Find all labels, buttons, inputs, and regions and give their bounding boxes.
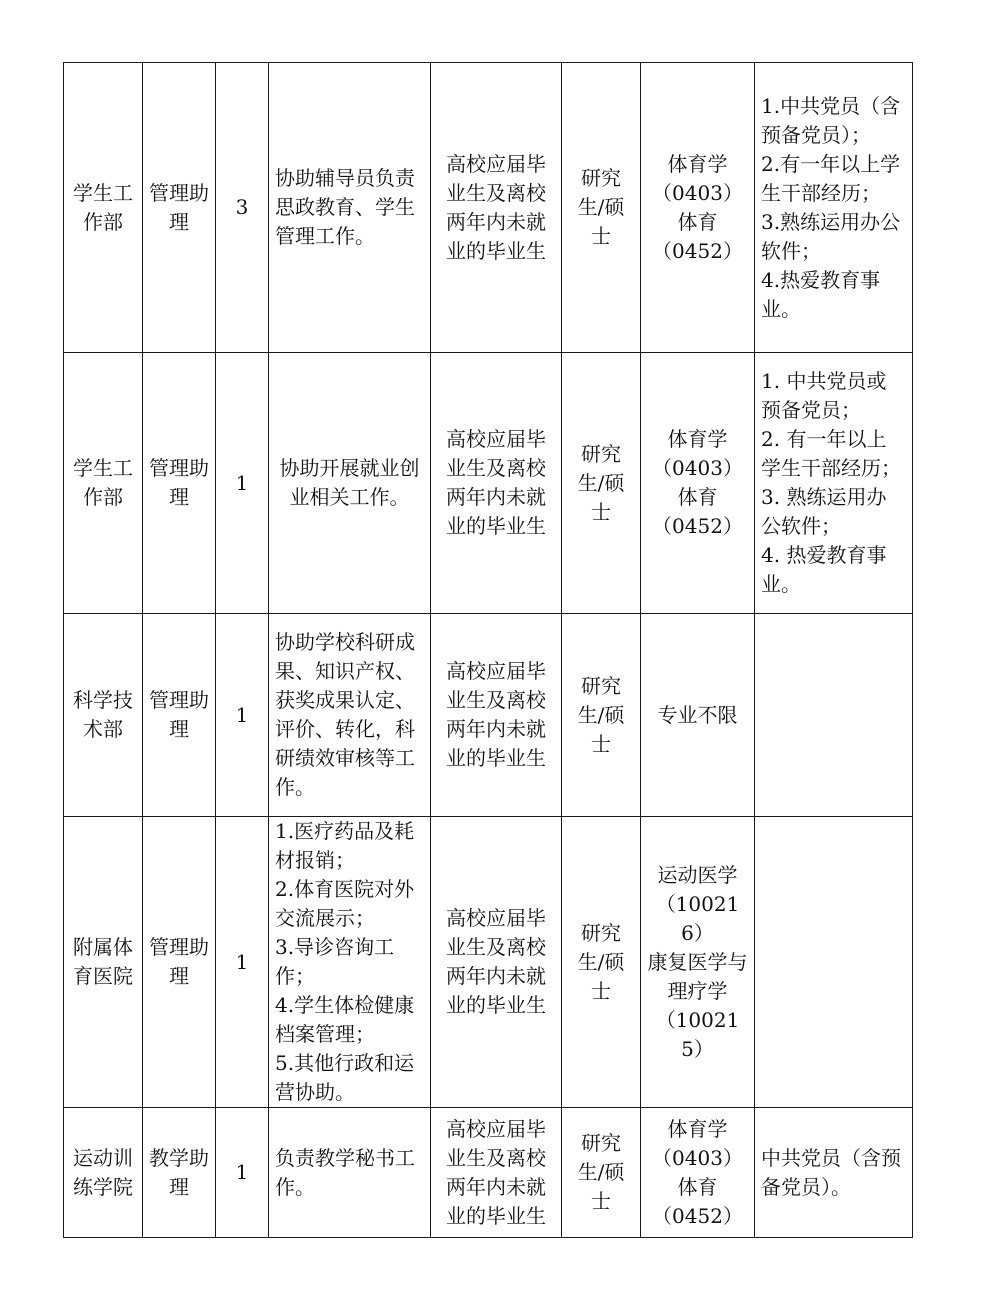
major-line: （100216） [655,891,740,945]
headcount-cell: 3 [216,63,269,353]
major-line: （0452） [652,1203,743,1228]
education-cell: 研究生/硕士 [562,614,641,817]
duty-cell [269,817,431,1108]
table-row [64,63,913,353]
candidate-source-cell: 高校应届毕业生及离校两年内未就业的毕业生 [431,353,562,614]
major-line: （0403） [652,1145,743,1170]
major-cell [641,63,755,353]
requirement-item: 3.熟练运用办公软件； [761,209,901,263]
major-line: 体育学 [667,427,728,451]
major-line: （0452） [652,514,743,538]
major-line: （0452） [652,238,743,263]
requirement-item: 1. 中共党员或预备党员； [761,369,887,422]
position-type-cell: 管理助理 [143,353,216,614]
education-cell: 研究生/硕士 [562,63,641,353]
department-cell: 学生工作部 [64,63,143,353]
table-row [64,817,913,1108]
requirement-item: 4.热爱教育事业。 [761,267,881,321]
major-cell [641,817,755,1108]
duty-cell: 协助学校科研成果、知识产权、获奖成果认定、评价、转化，科研绩效审核等工作。 [269,614,431,817]
requirements-cell [755,63,913,353]
position-type-cell: 管理助理 [143,63,216,353]
duty-cell: 协助辅导员负责思政教育、学生管理工作。 [269,63,431,353]
requirement-item: 2.有一年以上学生干部经历； [761,151,901,205]
requirements-cell [755,614,913,817]
duty-item: 4.学生体检健康档案管理； [275,993,415,1046]
duty-item: 1.医疗药品及耗材报销； [275,819,415,872]
major-line: 体育学 [667,151,728,176]
education-cell: 研究生/硕士 [562,1108,641,1238]
position-type-cell: 管理助理 [143,817,216,1108]
major-line: 体育 [677,209,718,234]
requirement-item: 4. 热爱教育事业。 [761,543,887,596]
department-cell: 附属体育医院 [64,817,143,1108]
headcount-cell: 1 [216,1108,269,1238]
requirements-cell [755,353,913,614]
headcount-cell: 1 [216,817,269,1108]
department-cell: 科学技术部 [64,614,143,817]
requirement-item: 3. 熟练运用办公软件； [761,485,887,538]
department-cell: 运动训练学院 [64,1108,143,1238]
recruitment-table [63,62,913,1238]
candidate-source-cell: 高校应届毕业生及离校两年内未就业的毕业生 [431,817,562,1108]
major-line: 专业不限 [657,702,738,727]
major-cell [641,614,755,817]
major-line: 体育 [677,1174,718,1199]
education-cell: 研究生/硕士 [562,353,641,614]
duty-item: 3.导诊咨询工作； [275,935,395,988]
department-cell: 学生工作部 [64,353,143,614]
candidate-source-cell: 高校应届毕业生及离校两年内未就业的毕业生 [431,1108,562,1238]
headcount-cell: 1 [216,353,269,614]
major-line: 体育学 [667,1116,728,1141]
major-cell [641,353,755,614]
major-line: 体育 [677,485,718,509]
table-row [64,1108,913,1238]
major-line: （0403） [652,180,743,205]
duty-item: 2.体育医院对外交流展示； [275,877,415,930]
requirement-item: 2. 有一年以上学生干部经历； [761,427,901,480]
duty-item: 5.其他行政和运营协助。 [275,1051,415,1104]
education-cell: 研究生/硕士 [562,817,641,1108]
major-cell [641,1108,755,1238]
duty-cell: 负责教学秘书工作。 [269,1108,431,1238]
duty-cell: 协助开展就业创业相关工作。 [269,353,431,614]
headcount-cell: 1 [216,614,269,817]
major-line: （100215） [655,1007,740,1061]
candidate-source-cell: 高校应届毕业生及离校两年内未就业的毕业生 [431,614,562,817]
table-row [64,353,913,614]
requirements-cell [755,817,913,1108]
major-line: 运动医学 [657,862,738,887]
requirements-cell [755,1108,913,1238]
requirement-item: 中共党员（含预备党员）。 [761,1145,901,1199]
position-type-cell: 管理助理 [143,614,216,817]
candidate-source-cell: 高校应届毕业生及离校两年内未就业的毕业生 [431,63,562,353]
major-line: 康复医学与理疗学 [647,949,748,1003]
position-type-cell: 教学助理 [143,1108,216,1238]
major-line: （0403） [652,456,743,480]
requirement-item: 1.中共党员（含预备党员）； [761,93,901,147]
table-row [64,614,913,817]
